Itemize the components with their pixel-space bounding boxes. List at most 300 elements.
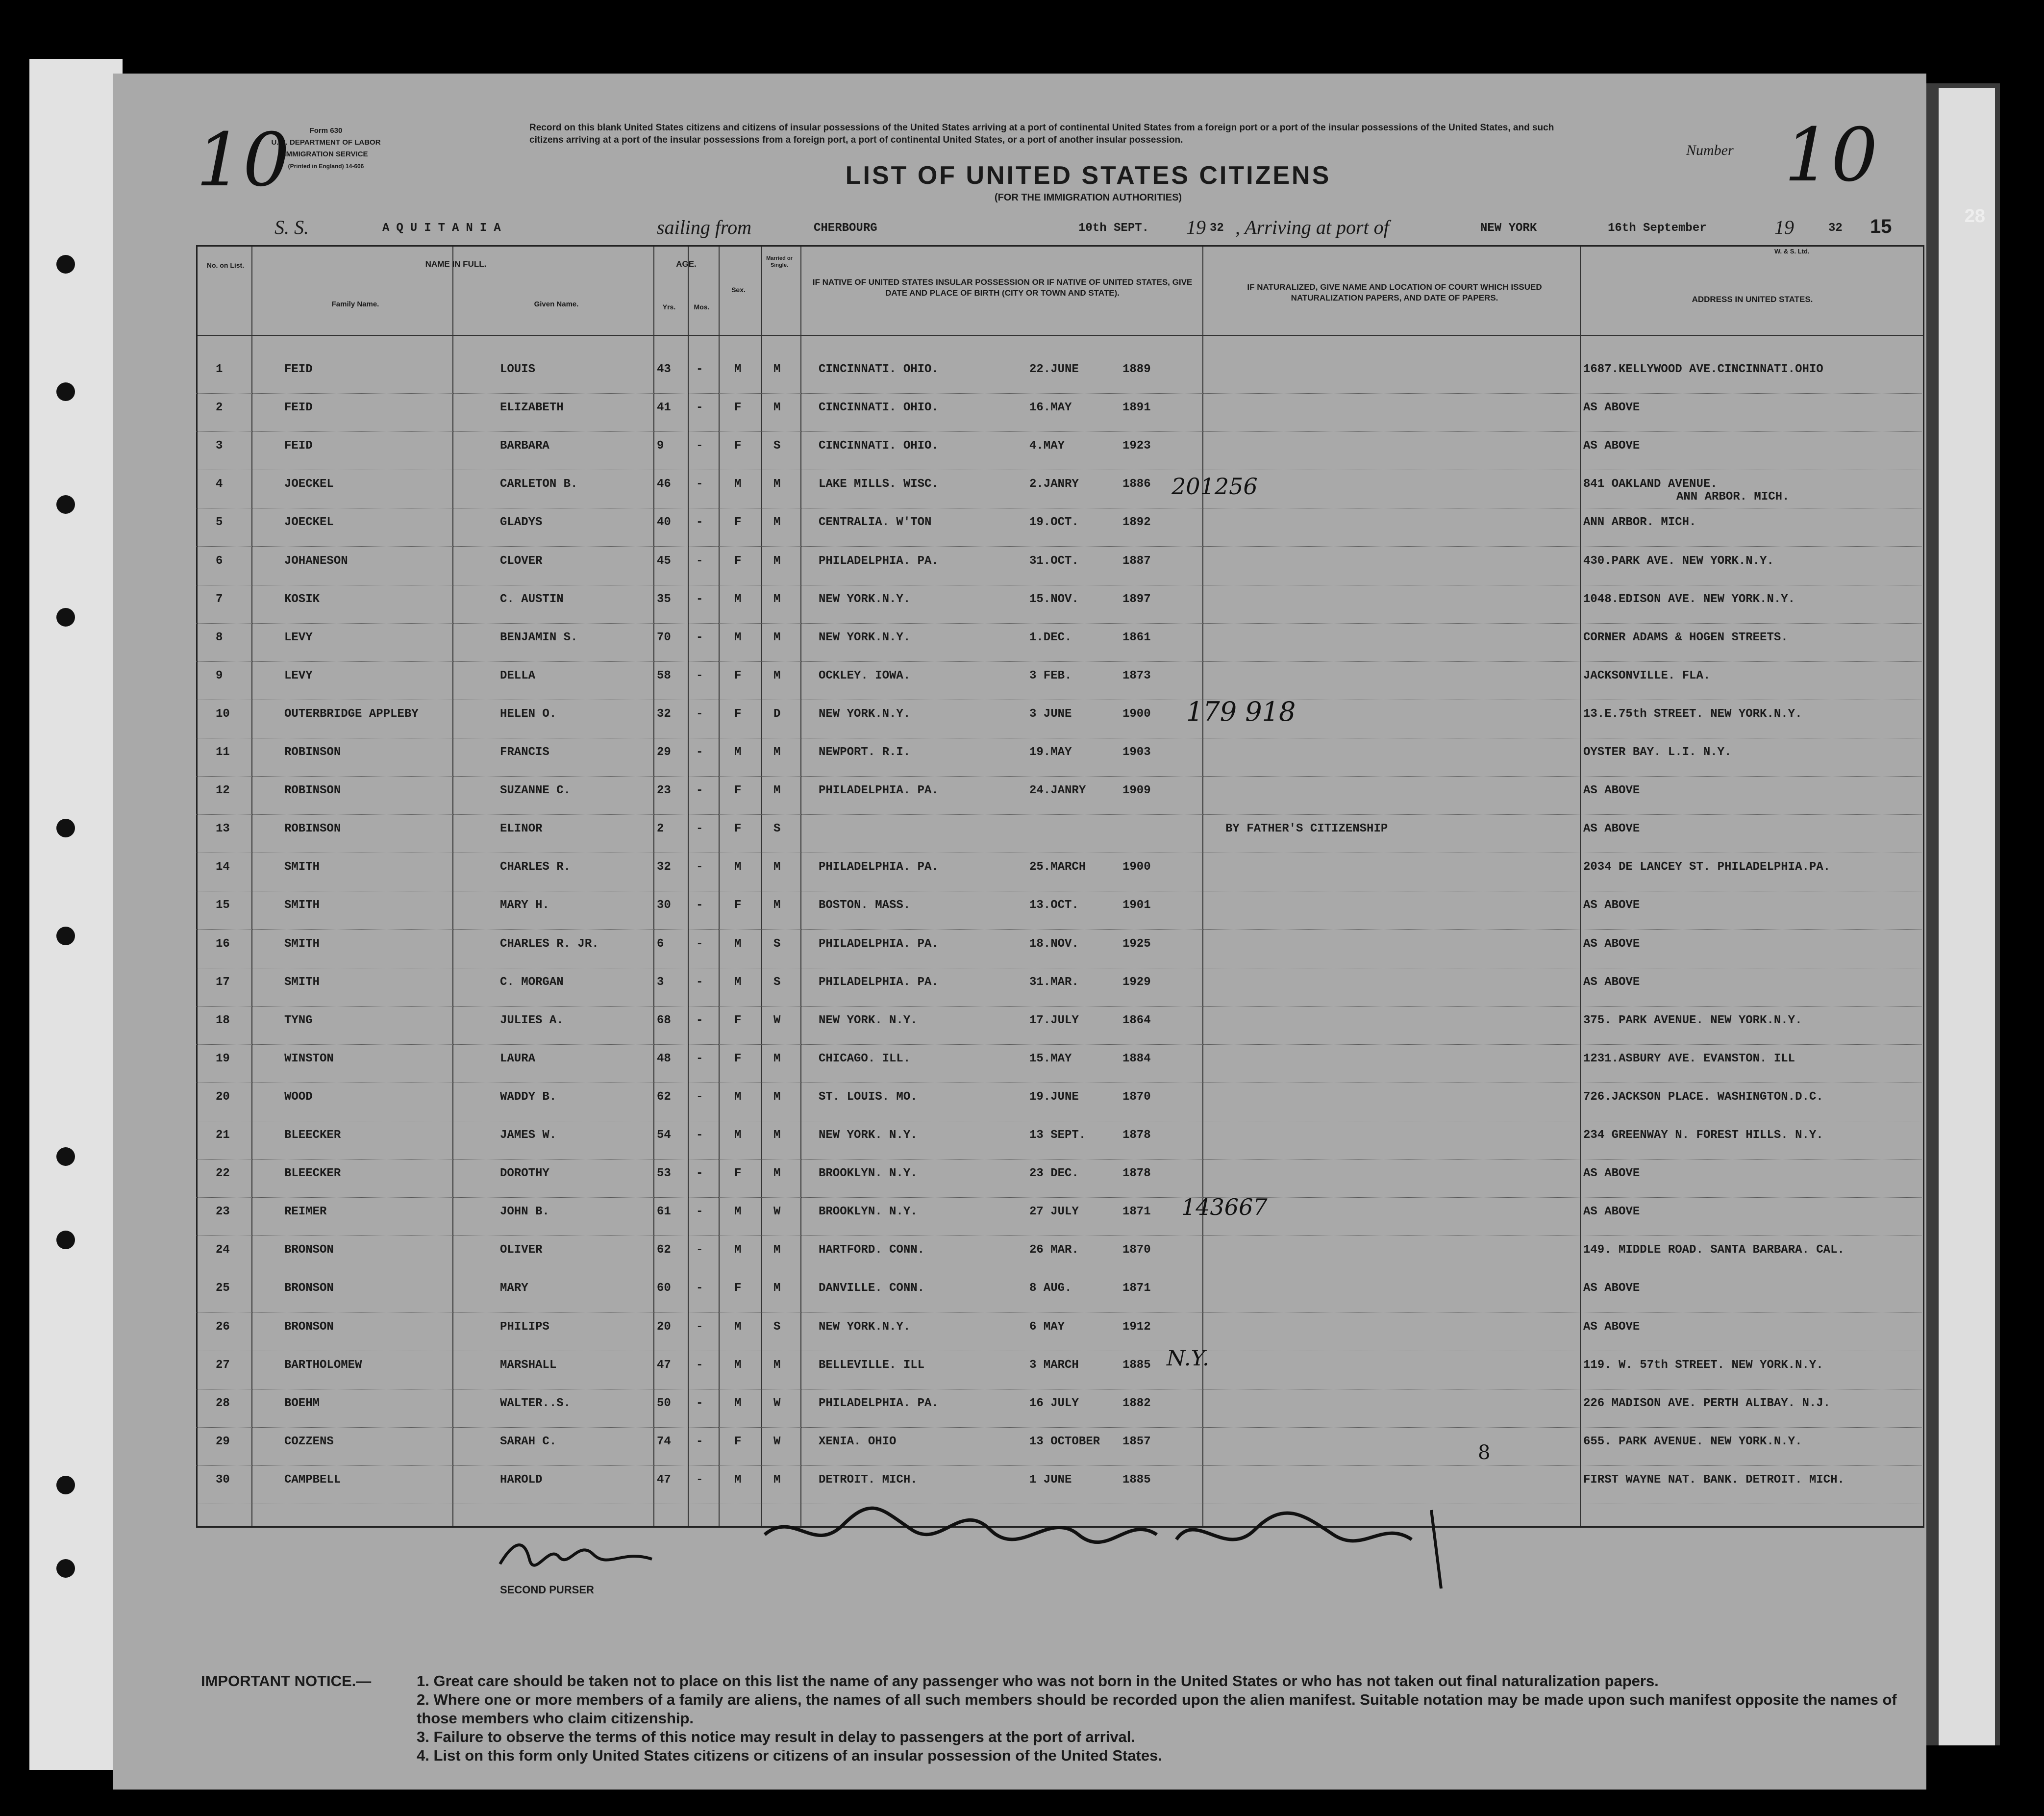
birth-date-cell: 22.JUNE — [1029, 363, 1079, 376]
department: U. S. DEPARTMENT OF LABOR — [271, 138, 381, 147]
given-name-cell: CLOVER — [500, 554, 543, 568]
marital-status-cell: M — [773, 516, 781, 530]
birth-date-cell: 13 SEPT. — [1029, 1129, 1086, 1142]
birth-date-cell: 16.MAY — [1029, 401, 1072, 415]
birth-place-cell: CHICAGO. ILL. — [819, 1052, 911, 1065]
row-number-cell: 13 — [216, 822, 230, 836]
address-cell: OYSTER BAY. L.I. N.Y. — [1583, 746, 1732, 759]
ss-label: S. S. — [274, 216, 309, 238]
address-cell: AS ABOVE — [1583, 401, 1640, 415]
given-name-cell: SARAH C. — [500, 1435, 557, 1448]
purser-signature — [495, 1535, 662, 1579]
given-name-cell: FRANCIS — [500, 746, 549, 759]
notice-label: IMPORTANT NOTICE.— — [201, 1672, 372, 1690]
birth-place-cell: NEW YORK.N.Y. — [819, 631, 911, 644]
given-name-cell: MARY H. — [500, 899, 549, 912]
marital-status-cell: M — [773, 1090, 781, 1104]
age-years-cell: 32 — [657, 707, 671, 721]
birth-year-cell: 1871 — [1122, 1282, 1151, 1295]
punch-hole-icon — [56, 608, 75, 627]
address-cell: AS ABOVE — [1583, 822, 1640, 836]
address-cell: AS ABOVE — [1583, 1167, 1640, 1181]
birth-place-cell: DETROIT. MICH. — [819, 1473, 918, 1487]
family-name-cell: SMITH — [284, 975, 320, 989]
marital-status-cell: S — [773, 439, 781, 453]
birth-place-cell: NEW YORK.N.Y. — [819, 592, 911, 606]
age-months-cell: - — [696, 1052, 703, 1065]
given-name-cell: LAURA — [500, 1052, 536, 1065]
row-divider — [196, 661, 1921, 662]
marital-status-cell: M — [773, 669, 781, 682]
birth-year-cell: 1870 — [1122, 1090, 1151, 1104]
punch-hole-icon — [56, 927, 75, 945]
age-months-cell: - — [696, 439, 703, 453]
marital-status-cell: S — [773, 1320, 781, 1334]
given-name-cell: C. AUSTIN — [500, 592, 564, 606]
address-cell: AS ABOVE — [1583, 1320, 1640, 1334]
given-name-cell: CARLETON B. — [500, 478, 578, 491]
age-years-cell: 2 — [657, 822, 664, 836]
depart-year-suffix: 32 — [1210, 222, 1224, 235]
col-family-header: Family Name. — [331, 300, 379, 308]
row-number-cell: 25 — [216, 1282, 230, 1295]
age-years-cell: 23 — [657, 784, 671, 798]
age-years-cell: 53 — [657, 1167, 671, 1181]
age-years-cell: 43 — [657, 363, 671, 376]
number-value: 10 — [1784, 113, 1878, 198]
age-years-cell: 46 — [657, 478, 671, 491]
marital-status-cell: M — [773, 631, 781, 644]
age-months-cell: - — [696, 1282, 703, 1295]
marital-status-cell: M — [773, 401, 781, 415]
sex-cell: M — [734, 1205, 742, 1219]
address-cell: 726.JACKSON PLACE. WASHINGTON.D.C. — [1583, 1090, 1823, 1104]
birth-date-cell: 17.JULY — [1029, 1013, 1079, 1027]
age-years-cell: 48 — [657, 1052, 671, 1065]
age-months-cell: - — [696, 363, 703, 376]
family-name-cell: BARTHOLOMEW — [284, 1358, 362, 1372]
row-divider — [196, 431, 1921, 432]
birth-place-cell: PHILADELPHIA. PA. — [819, 1396, 939, 1410]
age-months-cell: - — [696, 1396, 703, 1410]
row-number-cell: 16 — [216, 937, 230, 951]
marital-status-cell: M — [773, 1243, 781, 1257]
age-months-cell: - — [696, 899, 703, 912]
age-months-cell: - — [696, 478, 703, 491]
birth-year-cell: 1878 — [1122, 1129, 1151, 1142]
birth-place-cell: XENIA. OHIO — [819, 1435, 897, 1448]
given-name-cell: HAROLD — [500, 1473, 543, 1487]
birth-place-cell: NEW YORK. N.Y. — [819, 1129, 918, 1142]
birth-date-cell: 13.OCT. — [1029, 899, 1079, 912]
birth-date-cell: 8 AUG. — [1029, 1282, 1072, 1295]
family-name-cell: BOEHM — [284, 1396, 320, 1410]
naturalization-cell: BY FATHER'S CITIZENSHIP — [1225, 822, 1388, 836]
form-title: LIST OF UNITED STATES CITIZENS — [845, 161, 1331, 190]
given-name-cell: MARY — [500, 1282, 528, 1295]
row-divider — [196, 1006, 1921, 1007]
given-name-cell: SUZANNE C. — [500, 784, 571, 798]
purser-title: SECOND PURSER — [500, 1584, 594, 1596]
address-cell: 841 OAKLAND AVENUE. — [1583, 478, 1718, 491]
notice-item: 3. Failure to observe the terms of this notice may result in delay to passengers at the port of arrival. — [417, 1728, 1136, 1745]
age-months-cell: - — [696, 1205, 703, 1219]
arrive-date: 16th September — [1608, 222, 1707, 235]
sex-cell: F — [734, 1013, 742, 1027]
age-years-cell: 29 — [657, 746, 671, 759]
birth-place-cell: PHILADELPHIA. PA. — [819, 860, 939, 874]
row-number-cell: 5 — [216, 516, 223, 530]
age-months-cell: - — [696, 707, 703, 721]
given-name-cell: WALTER..S. — [500, 1396, 571, 1410]
row-number-cell: 27 — [216, 1358, 230, 1372]
address-cell: 1048.EDISON AVE. NEW YORK.N.Y. — [1583, 592, 1795, 606]
sex-cell: F — [734, 822, 742, 836]
address-cell: AS ABOVE — [1583, 1205, 1640, 1219]
family-name-cell: OUTERBRIDGE APPLEBY — [284, 707, 419, 721]
birth-year-cell: 1901 — [1122, 899, 1151, 912]
family-name-cell: SMITH — [284, 937, 320, 951]
given-name-cell: ELIZABETH — [500, 401, 564, 415]
row-divider — [196, 776, 1921, 777]
age-months-cell: - — [696, 784, 703, 798]
birth-year-cell: 1929 — [1122, 975, 1151, 989]
sex-cell: F — [734, 1052, 742, 1065]
marital-status-cell: S — [773, 975, 781, 989]
notice-item: 4. List on this form only United States citizens or citizens of an insular possession of the United States. — [417, 1747, 1162, 1764]
age-months-cell: - — [696, 1013, 703, 1027]
sex-cell: F — [734, 401, 742, 415]
address-cell: 375. PARK AVENUE. NEW YORK.N.Y. — [1583, 1013, 1802, 1027]
nat-note-row10: 179 918 — [1186, 696, 1296, 727]
family-name-cell: FEID — [284, 363, 313, 376]
given-name-cell: JAMES W. — [500, 1129, 557, 1142]
marital-status-cell: M — [773, 554, 781, 568]
family-name-cell: SMITH — [284, 899, 320, 912]
birth-date-cell: 19.OCT. — [1029, 516, 1079, 530]
age-months-cell: - — [696, 937, 703, 951]
given-name-cell: BARBARA — [500, 439, 549, 453]
family-name-cell: TYNG — [284, 1013, 313, 1027]
age-months-cell: - — [696, 1167, 703, 1181]
address-cell: AS ABOVE — [1583, 937, 1640, 951]
address-cell: AS ABOVE — [1583, 1282, 1640, 1295]
row-number-cell: 26 — [216, 1320, 230, 1334]
birth-place-cell: CINCINNATI. OHIO. — [819, 439, 939, 453]
row-divider — [196, 623, 1921, 624]
birth-date-cell: 1.DEC. — [1029, 631, 1072, 644]
row-number-cell: 18 — [216, 1013, 230, 1027]
family-name-cell: WINSTON — [284, 1052, 334, 1065]
marital-status-cell: D — [773, 707, 781, 721]
family-name-cell: ROBINSON — [284, 784, 341, 798]
birth-year-cell: 1903 — [1122, 746, 1151, 759]
printer-line: (Printed in England) 14-606 — [288, 163, 364, 170]
row-divider — [196, 1427, 1921, 1428]
age-months-cell: - — [696, 669, 703, 682]
notice-item: 1. Great care should be taken not to place on this list the name of any passenger who was not born in the United States or who has not taken out final naturalization papers. — [417, 1672, 1659, 1690]
inspector-signature — [755, 1481, 1461, 1598]
address-cell: 234 GREENWAY N. FOREST HILLS. N.Y. — [1583, 1129, 1823, 1142]
row-divider — [196, 1044, 1921, 1045]
marital-status-cell: M — [773, 1282, 781, 1295]
birth-date-cell: 24.JANRY — [1029, 784, 1086, 798]
birth-year-cell: 1909 — [1122, 784, 1151, 798]
sex-cell: M — [734, 746, 742, 759]
row-number-cell: 6 — [216, 554, 223, 568]
given-name-cell: OLIVER — [500, 1243, 543, 1257]
row-number-cell: 28 — [216, 1396, 230, 1410]
marital-status-cell: M — [773, 1052, 781, 1065]
birth-date-cell: 15.MAY — [1029, 1052, 1072, 1065]
form-subtitle: (FOR THE IMMIGRATION AUTHORITIES) — [994, 192, 1182, 203]
marital-status-cell: M — [773, 363, 781, 376]
form-number: Form 630 — [309, 126, 343, 135]
given-name-cell: C. MORGAN — [500, 975, 564, 989]
marital-status-cell: W — [773, 1013, 781, 1027]
birth-date-cell: 3 JUNE — [1029, 707, 1072, 721]
birth-place-cell: BELLEVILLE. ILL — [819, 1358, 925, 1372]
birth-year-cell: 1900 — [1122, 860, 1151, 874]
sex-cell: M — [734, 860, 742, 874]
row-number-cell: 15 — [216, 899, 230, 912]
row-number-cell: 3 — [216, 439, 223, 453]
family-name-cell: BLEECKER — [284, 1129, 341, 1142]
birth-place-cell: NEW YORK.N.Y. — [819, 1320, 911, 1334]
birth-year-cell: 1886 — [1122, 478, 1151, 491]
to-port: NEW YORK — [1480, 222, 1537, 235]
row-number-cell: 4 — [216, 478, 223, 491]
row-divider — [196, 393, 1921, 394]
row-number-cell: 20 — [216, 1090, 230, 1104]
age-months-cell: - — [696, 746, 703, 759]
row-number-cell: 2 — [216, 401, 223, 415]
age-months-cell: - — [696, 1243, 703, 1257]
birth-date-cell: 31.OCT. — [1029, 554, 1079, 568]
birth-year-cell: 1892 — [1122, 516, 1151, 530]
address-cell: 226 MADISON AVE. PERTH ALIBAY. N.J. — [1583, 1396, 1831, 1410]
birth-date-cell: 4.MAY — [1029, 439, 1065, 453]
age-months-cell: - — [696, 516, 703, 530]
age-months-cell: - — [696, 1473, 703, 1487]
birth-place-cell: PHILADELPHIA. PA. — [819, 784, 939, 798]
sex-cell: M — [734, 1090, 742, 1104]
address-cell: JACKSONVILLE. FLA. — [1583, 669, 1711, 682]
punch-hole-icon — [56, 1559, 75, 1578]
nat-note-row27: N.Y. — [1167, 1346, 1210, 1371]
birth-place-cell: CENTRALIA. W'TON — [819, 516, 932, 530]
age-months-cell: - — [696, 631, 703, 644]
given-name-cell: JOHN B. — [500, 1205, 549, 1219]
age-months-cell: - — [696, 1435, 703, 1448]
birth-date-cell: 26 MAR. — [1029, 1243, 1079, 1257]
age-years-cell: 74 — [657, 1435, 671, 1448]
birth-year-cell: 1912 — [1122, 1320, 1151, 1334]
marital-status-cell: S — [773, 937, 781, 951]
address-cell: AS ABOVE — [1583, 439, 1640, 453]
age-years-cell: 60 — [657, 1282, 671, 1295]
birth-year-cell: 1873 — [1122, 669, 1151, 682]
row-number-cell: 10 — [216, 707, 230, 721]
sex-cell: F — [734, 707, 742, 721]
row-number-cell: 23 — [216, 1205, 230, 1219]
row-number-cell: 22 — [216, 1167, 230, 1181]
family-name-cell: FEID — [284, 401, 313, 415]
birth-year-cell: 1885 — [1122, 1358, 1151, 1372]
row-number-cell: 14 — [216, 860, 230, 874]
punch-hole-icon — [56, 495, 75, 514]
address-cell: 2034 DE LANCEY ST. PHILADELPHIA.PA. — [1583, 860, 1831, 874]
sex-cell: F — [734, 1282, 742, 1295]
birth-year-cell: 1882 — [1122, 1396, 1151, 1410]
birth-place-cell: NEWPORT. R.I. — [819, 746, 911, 759]
birth-place-cell: OCKLEY. IOWA. — [819, 669, 911, 682]
birth-place-cell: DANVILLE. CONN. — [819, 1282, 925, 1295]
family-name-cell: JOECKEL — [284, 516, 334, 530]
marital-status-cell: M — [773, 1167, 781, 1181]
address-cell: 119. W. 57th STREET. NEW YORK.N.Y. — [1583, 1358, 1823, 1372]
address-cell: 1231.ASBURY AVE. EVANSTON. ILL — [1583, 1052, 1795, 1065]
given-name-cell: JULIES A. — [500, 1013, 564, 1027]
sex-cell: F — [734, 516, 742, 530]
birth-place-cell: LAKE MILLS. WISC. — [819, 478, 939, 491]
family-name-cell: WOOD — [284, 1090, 313, 1104]
punch-hole-icon — [56, 1476, 75, 1494]
row-number-cell: 17 — [216, 975, 230, 989]
arriving-label: , Arriving at port of — [1235, 216, 1389, 238]
birth-place-cell: CINCINNATI. OHIO. — [819, 401, 939, 415]
birth-date-cell: 25.MARCH — [1029, 860, 1086, 874]
age-years-cell: 40 — [657, 516, 671, 530]
birth-place-cell: NEW YORK.N.Y. — [819, 707, 911, 721]
corner-handwritten-number: 10 — [196, 118, 290, 203]
birth-place-cell: BROOKLYN. N.Y. — [819, 1205, 918, 1219]
birth-year-cell: 1857 — [1122, 1435, 1151, 1448]
page-number: 28 — [1964, 206, 1985, 227]
age-years-cell: 54 — [657, 1129, 671, 1142]
row-divider — [196, 929, 1921, 930]
birth-place-cell: ST. LOUIS. MO. — [819, 1090, 918, 1104]
given-name-cell: HELEN O. — [500, 707, 557, 721]
age-months-cell: - — [696, 1320, 703, 1334]
birth-year-cell: 1925 — [1122, 937, 1151, 951]
birth-year-cell: 1900 — [1122, 707, 1151, 721]
family-name-cell: JOHANESON — [284, 554, 348, 568]
stamp-number: 15 — [1870, 216, 1892, 237]
service: IMMIGRATION SERVICE — [284, 150, 368, 158]
col-mos-header: Mos. — [694, 303, 710, 311]
birth-year-cell: 1885 — [1122, 1473, 1151, 1487]
col-no-header: No. on List. — [206, 261, 245, 269]
given-name-cell: GLADYS — [500, 516, 543, 530]
birth-place-cell: PHILADELPHIA. PA. — [819, 975, 939, 989]
marital-status-cell: W — [773, 1396, 781, 1410]
birth-place-cell: HARTFORD. CONN. — [819, 1243, 925, 1257]
age-years-cell: 30 — [657, 899, 671, 912]
page-edge-light — [1939, 88, 1995, 1745]
age-years-cell: 47 — [657, 1473, 671, 1487]
marital-status-cell: M — [773, 478, 781, 491]
age-years-cell: 6 — [657, 937, 664, 951]
row-number-cell: 11 — [216, 746, 230, 759]
sex-cell: M — [734, 363, 742, 376]
given-name-cell: ELINOR — [500, 822, 543, 836]
given-name-cell: PHILIPS — [500, 1320, 549, 1334]
marital-status-cell: S — [773, 822, 781, 836]
age-years-cell: 61 — [657, 1205, 671, 1219]
marital-status-cell: W — [773, 1435, 781, 1448]
family-name-cell: LEVY — [284, 631, 313, 644]
birth-date-cell: 3 MARCH — [1029, 1358, 1079, 1372]
birth-date-cell: 19.JUNE — [1029, 1090, 1079, 1104]
age-months-cell: - — [696, 822, 703, 836]
row-number-cell: 29 — [216, 1435, 230, 1448]
birth-place-cell: CINCINNATI. OHIO. — [819, 363, 939, 376]
family-name-cell: BRONSON — [284, 1243, 334, 1257]
sex-cell: M — [734, 1320, 742, 1334]
birth-place-cell: PHILADELPHIA. PA. — [819, 937, 939, 951]
sex-cell: M — [734, 478, 742, 491]
address-cell: 430.PARK AVE. NEW YORK.N.Y. — [1583, 554, 1774, 568]
sex-cell: M — [734, 631, 742, 644]
row-divider — [196, 1159, 1921, 1160]
birth-date-cell: 6 MAY — [1029, 1320, 1065, 1334]
punch-hole-icon — [56, 1231, 75, 1249]
birth-year-cell: 1889 — [1122, 363, 1151, 376]
family-name-cell: KOSIK — [284, 592, 320, 606]
age-years-cell: 9 — [657, 439, 664, 453]
number-label: Number — [1686, 142, 1734, 158]
sex-cell: M — [734, 975, 742, 989]
row-number-cell: 7 — [216, 592, 223, 606]
sailing-label: sailing from — [657, 216, 751, 238]
age-months-cell: - — [696, 860, 703, 874]
address-cell: 13.E.75th STREET. NEW YORK.N.Y. — [1583, 707, 1802, 721]
birth-date-cell: 23 DEC. — [1029, 1167, 1079, 1181]
binding-strip — [29, 59, 123, 1770]
given-name-cell: CHARLES R. JR. — [500, 937, 599, 951]
family-name-cell: ROBINSON — [284, 746, 341, 759]
birth-year-cell: 1861 — [1122, 631, 1151, 644]
ship-name: AQUITANIA — [382, 222, 508, 235]
sex-cell: M — [734, 937, 742, 951]
sex-cell: F — [734, 784, 742, 798]
age-years-cell: 70 — [657, 631, 671, 644]
arrive-year-suffix: 32 — [1828, 222, 1843, 235]
arrive-year-prefix: 19 — [1774, 216, 1794, 238]
nat-note-row4: 201256 — [1172, 473, 1258, 500]
age-years-cell: 41 — [657, 401, 671, 415]
punch-hole-icon — [56, 819, 75, 837]
row-divider — [196, 814, 1921, 815]
family-name-cell: BRONSON — [284, 1320, 334, 1334]
row-divider — [196, 546, 1921, 547]
col-yrs-header: Yrs. — [662, 303, 676, 311]
address-cell: CORNER ADAMS & HOGEN STREETS. — [1583, 631, 1788, 644]
col-given-header: Given Name. — [534, 300, 579, 308]
age-years-cell: 32 — [657, 860, 671, 874]
birth-place-cell: PHILADELPHIA. PA. — [819, 554, 939, 568]
from-port: CHERBOURG — [814, 222, 877, 235]
printer-mark: W. & S. Ltd. — [1774, 248, 1810, 255]
birth-year-cell: 1923 — [1122, 439, 1151, 453]
birth-date-cell: 1 JUNE — [1029, 1473, 1072, 1487]
address-cell: 149. MIDDLE ROAD. SANTA BARBARA. CAL. — [1583, 1243, 1845, 1257]
row-number-cell: 9 — [216, 669, 223, 682]
family-name-cell: REIMER — [284, 1205, 327, 1219]
marital-status-cell: M — [773, 592, 781, 606]
marital-status-cell: M — [773, 1129, 781, 1142]
